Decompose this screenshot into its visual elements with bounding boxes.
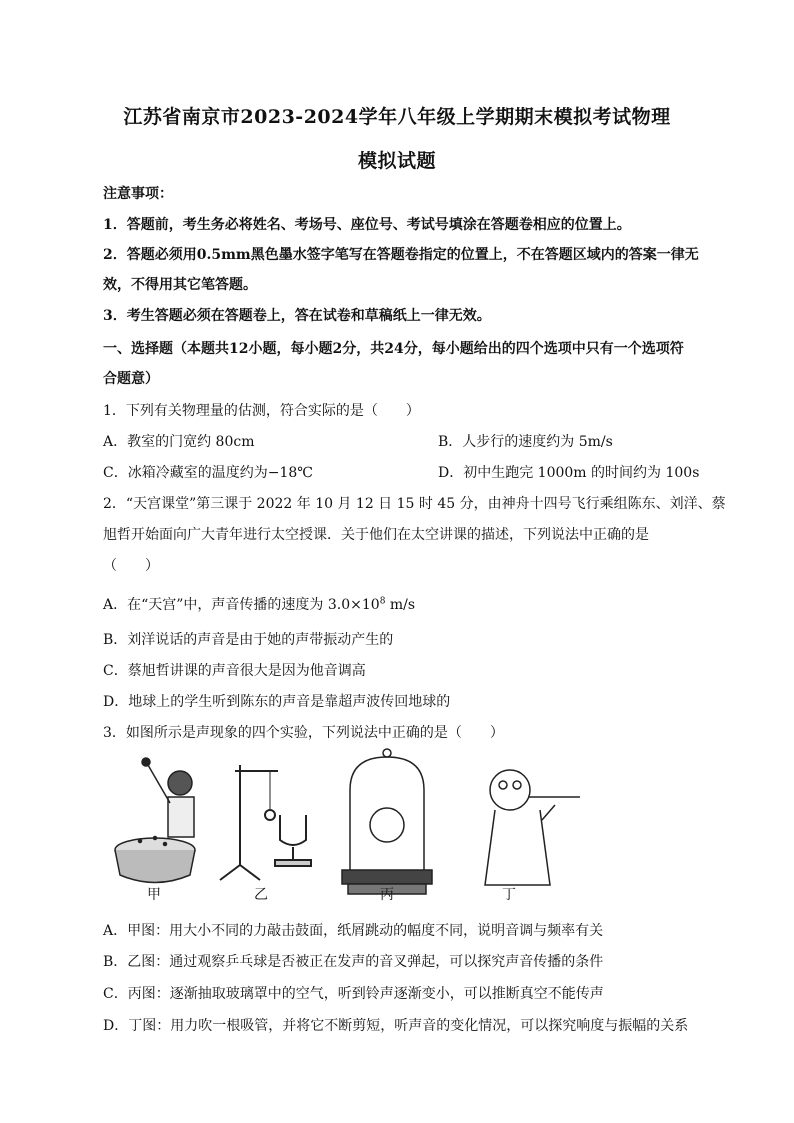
q3-option-c: C．丙图：逐渐抽取玻璃罩中的空气，听到铃声逐渐变小，可以推断真空不能传声 (103, 986, 604, 1002)
q3-option-b: B．乙图：通过观察乒乓球是否被正在发声的音叉弹起，可以探究声音传播的条件 (103, 954, 604, 970)
section-heading-line1: 一、选择题（本题共12小题，每小题2分，共24分，每小题给出的四个选项中只有一个选项符 (103, 341, 684, 357)
q3-option-d: D．丁图：用力吹一根吸管，并将它不断剪短，听声音的变化情况，可以探究响度与振幅的关系 (103, 1018, 689, 1034)
bell-jar-experiment-drawing (342, 749, 432, 894)
q2-option-a-unit: m/s (385, 597, 416, 613)
q2-option-d: D．地球上的学生听到陈东的声音是靠超声波传回地球的 (103, 694, 451, 710)
q1-option-d: D．初中生跑完 1000m 的时间约为 100s (438, 465, 700, 481)
q2-option-c: C．蔡旭哲讲课的声音很大是因为他音调高 (103, 663, 366, 679)
q2-stem-line1: 2．“天宫课堂”第三课于 2022 年 10 月 12 日 15 时 45 分，由神舟十四号飞行乘组陈东、刘洋、蔡 (103, 496, 726, 512)
tuning-fork-experiment-drawing (220, 765, 311, 880)
exam-title-line1: 江苏省南京市2023-2024学年八年级上学期期末模拟考试物理 (123, 106, 671, 128)
q2-option-a-text: A．在“天宫”中，声音传播的速度为 3.0×10 (103, 597, 380, 613)
notice-item-3: 3．考生答题必须在答题卷上，答在试卷和草稿纸上一律无效。 (103, 308, 491, 324)
drum-experiment-drawing (115, 758, 195, 883)
notice-item-2-line1: 2．答题必须用0.5mm黑色墨水签字笔写在答题卷指定的位置上，不在答题区域内的答案一律无 (103, 247, 699, 263)
section-heading-line2: 合题意） (103, 371, 159, 387)
q1-option-b: B．人步行的速度约为 5m/s (438, 434, 613, 450)
exam-title-line2: 模拟试题 (357, 150, 436, 172)
notice-item-2-line2: 效，不得用其它笔答题。 (103, 277, 257, 293)
figure-label-yi: 乙 (254, 887, 268, 903)
q1-stem: 1．下列有关物理量的估测，符合实际的是（ ） (103, 403, 420, 419)
q3-option-a: A．甲图：用大小不同的力敲击鼓面，纸屑跳动的幅度不同，说明音调与频率有关 (103, 923, 604, 939)
figure-label-ding: 丁 (502, 887, 516, 903)
q2-stem-line3: （ ） (103, 558, 159, 574)
q1-option-c: C．冰箱冷藏室的温度约为−18℃ (103, 465, 313, 481)
figure-label-jia: 甲 (147, 887, 161, 903)
straw-experiment-drawing (485, 770, 580, 885)
sound-experiments-figure (110, 745, 590, 905)
q2-option-a-exponent: 8 (379, 596, 386, 607)
notice-item-1: 1．答题前，考生务必将姓名、考场号、座位号、考试号填涂在答题卷相应的位置上。 (103, 217, 631, 233)
figure-label-bing: 丙 (380, 887, 394, 903)
q3-stem: 3．如图所示是声现象的四个实验，下列说法中正确的是（ ） (103, 725, 504, 741)
q1-option-a: A．教室的门宽约 80cm (103, 434, 255, 450)
q2-option-a (103, 594, 415, 614)
q2-option-b: B．刘洋说话的声音是由于她的声带振动产生的 (103, 632, 394, 648)
q2-stem-line2: 旭哲开始面向广大青年进行太空授课．关于他们在太空讲课的描述，下列说法中正确的是 (103, 527, 649, 543)
notice-heading: 注意事项： (103, 186, 173, 202)
